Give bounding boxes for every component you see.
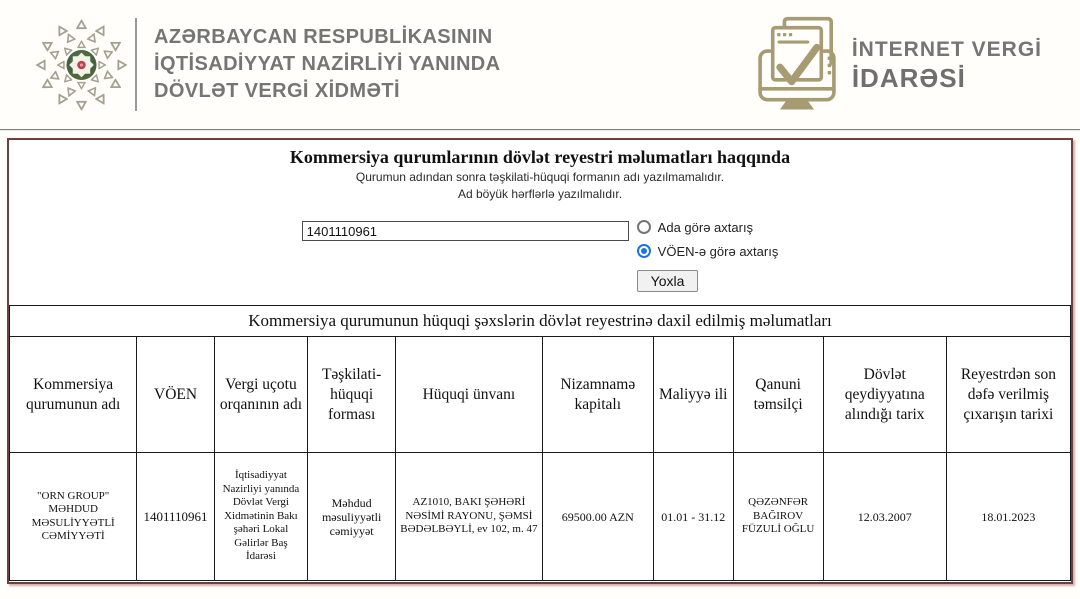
table-caption: Kommersiya qurumunun hüquqi şəxslərin dövlət reyestrinə daxil edilmiş məlumatları (10, 306, 1071, 337)
column-header-teskilati-huquqi-formasi: Təşkilati-hüquqi forması (308, 337, 396, 453)
portal-name-line2: İDARƏSİ (851, 62, 966, 93)
search-controls (9, 215, 1071, 292)
column-header-qurum-adi: Kommersiya qurumunun adı (10, 337, 137, 453)
column-header-voen: VÖEN (137, 337, 214, 453)
search-mode-radio-group (637, 215, 779, 292)
portal-branding (752, 12, 1042, 118)
column-header-cixaris-tarixi: Reyestrdən son dəfə verilmiş çıxarışın tarixi (946, 337, 1070, 453)
radio-button-icon[interactable] (637, 220, 651, 234)
monitor-checkmark-icon (752, 12, 842, 118)
state-emblem-icon (33, 10, 130, 120)
search-panel (9, 140, 1071, 305)
results-table (9, 305, 1071, 581)
radio-option-label[interactable]: Ada görə axtarış (657, 219, 754, 235)
cell-qeydiyyat-tarixi: 12.03.2007 (823, 453, 946, 581)
column-header-maliyye-ili: Maliyyə ili (653, 337, 733, 453)
column-header-qanuni-temsilci: Qanuni təmsilçi (733, 337, 823, 453)
page-title: Kommersiya qurumlarının dövlət reyestri məlumatları haqqında (289, 147, 791, 167)
radio-option-ada-gore-axtaris[interactable] (637, 215, 779, 239)
radio-option-label[interactable]: VÖEN-ə görə axtarış (657, 243, 779, 259)
page-header (0, 0, 1080, 129)
cell-qurum-adi: "ORN GROUP" MƏHDUD MƏSULİYYƏTLİ CƏMİYYƏTİ (10, 453, 137, 581)
check-button[interactable]: Yoxla (637, 270, 699, 292)
ministry-name-line2: İQTİSADİYYAT NAZİRLİYİ YANINDA (154, 53, 501, 75)
column-header-qeydiyyat-tarixi: Dövlət qeydiyyatına alındığı tarix (823, 337, 946, 453)
portal-name-line1: İNTERNET VERGİ (851, 37, 1042, 61)
cell-voen: 1401110961 (137, 453, 214, 581)
column-header-vergi-ucotu-orqani: Vergi uçotu orqanının adı (214, 337, 307, 453)
cell-cixaris-tarixi: 18.01.2023 (946, 453, 1070, 581)
column-header-huquqi-unvani: Hüquqi ünvanı (396, 337, 542, 453)
radio-option-voen-e-gore-axtaris[interactable] (637, 239, 779, 263)
ministry-name (154, 24, 501, 105)
cell-maliyye-ili: 01.01 - 31.12 (653, 453, 733, 581)
header-rule (0, 129, 1080, 131)
column-header-nizamname-kapitali: Nizamnamə kapitalı (542, 337, 653, 453)
cell-teskilati-huquqi-formasi: Məhdud məsuliyyətli cəmiyyət (308, 453, 396, 581)
table-caption-row (10, 306, 1071, 337)
header-divider (135, 18, 137, 111)
table-header-row (10, 337, 1071, 453)
cell-nizamname-kapitali: 69500.00 AZN (542, 453, 653, 581)
ministry-branding (33, 10, 501, 120)
content-box (7, 138, 1073, 584)
cell-vergi-ucotu-orqani: İqtisadiyyat Nazirliyi yanında Dövlət Vergi Xidmətinin Bakı şəhəri Lokal Gəlirlər Baş İdarəsi (214, 453, 307, 581)
radio-button-icon[interactable] (637, 244, 651, 258)
cell-qanuni-temsilci: QƏZƏNFƏR BAĞIROV FÜZULİ OĞLU (733, 453, 823, 581)
table-row (10, 453, 1071, 581)
search-input[interactable] (302, 221, 629, 241)
portal-name (852, 37, 1042, 93)
ministry-name-line1: AZƏRBAYCAN RESPUBLİKASININ (154, 26, 493, 48)
ministry-name-line3: DÖVLƏT VERGİ XİDMƏTİ (154, 80, 400, 102)
cell-huquqi-unvani: AZ1010, BAKI ŞƏHƏRİ NƏSİMİ RAYONU, ŞƏMSİ BƏDƏLBƏYLİ, ev 102, m. 47 (396, 453, 542, 581)
search-note-1: Qurumun adından sonra təşkilati-hüquqi formanın adı yazılmamalıdır. (355, 170, 725, 184)
search-note-2: Ad böyük hərflərlə yazılmalıdır. (457, 187, 623, 201)
